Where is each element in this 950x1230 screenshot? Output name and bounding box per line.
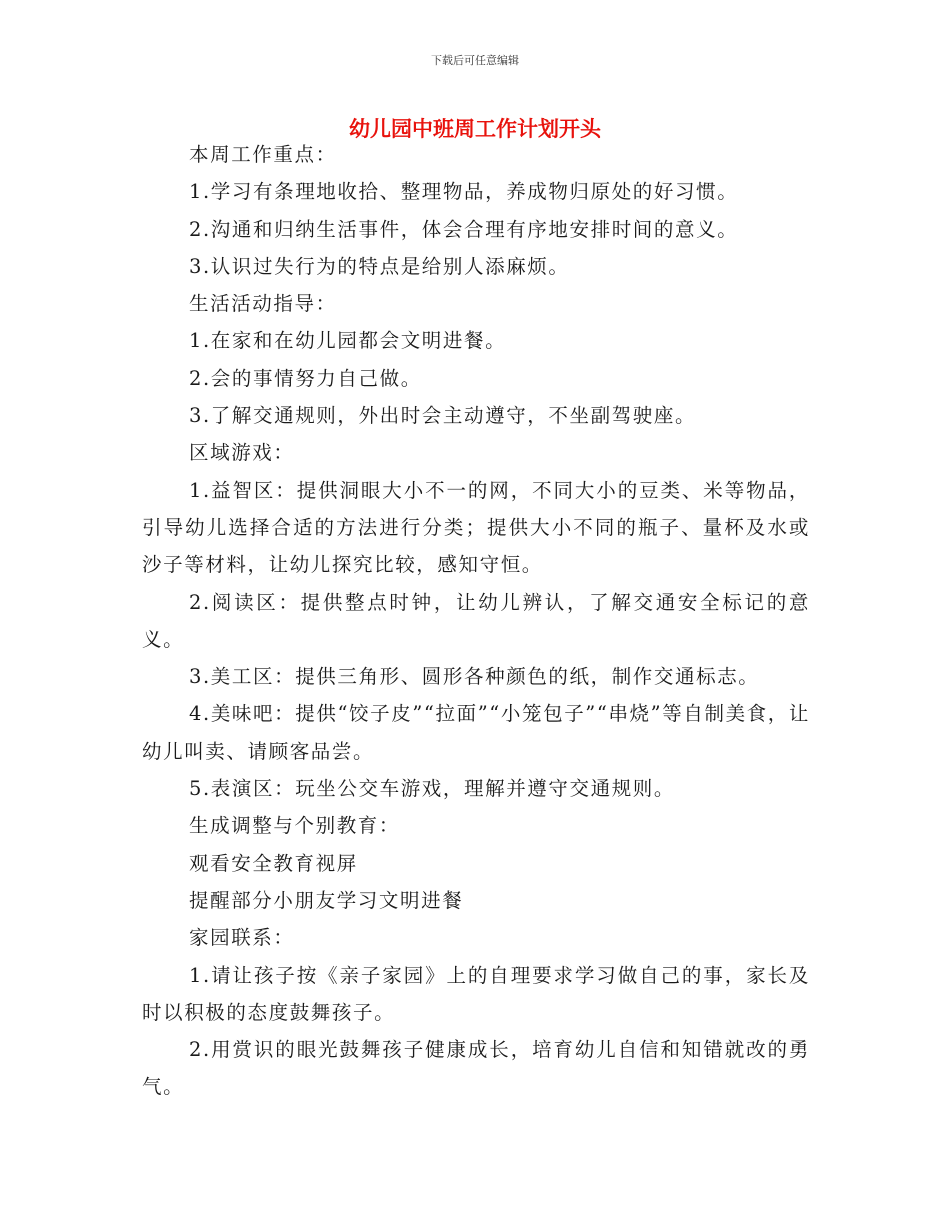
paragraph: 生活活动指导： (189, 292, 337, 316)
paragraph: 2.沟通和归纳生活事件，体会合理有序地安排时间的意义。 (189, 217, 739, 241)
paragraph: 3.认识过失行为的特点是给别人添麻烦。 (189, 254, 570, 278)
header-note: 下载后可任意编辑 (431, 54, 519, 67)
paragraph: 2.会的事情努力自己做。 (189, 366, 422, 390)
paragraph: 观看安全教育视屏 (189, 851, 358, 875)
paragraph: 3.了解交通规则，外出时会主动遵守，不坐副驾驶座。 (189, 404, 697, 428)
paragraph: 5.表演区：玩坐公交车游戏，理解并遵守交通规则。 (189, 777, 676, 801)
paragraph: 1.在家和在幼儿园都会文明进餐。 (189, 329, 507, 353)
paragraph: 1.学习有条理地收拾、整理物品，养成物归原处的好习惯。 (189, 180, 739, 204)
paragraph: 生成调整与个别教育： (189, 814, 401, 838)
document-title: 幼儿园中班周工作计划开头 (349, 117, 601, 141)
paragraph: 3.美工区：提供三角形、圆形各种颜色的纸，制作交通标志。 (189, 665, 760, 689)
paragraph: 家园联系： (189, 926, 295, 950)
paragraph: 区域游戏： (189, 441, 295, 465)
document-body (142, 136, 810, 1106)
paragraph: 提醒部分小朋友学习文明进餐 (189, 888, 464, 912)
paragraph: 2.用赏识的眼光鼓舞孩子健康成长，培育幼儿自信和知错就改的勇气。 (142, 1038, 810, 1099)
paragraph: 本周工作重点： (189, 143, 337, 166)
paragraph: 2.阅读区：提供整点时钟，让幼儿辨认，了解交通安全标记的意义。 (142, 590, 810, 651)
paragraph: 4.美味吧：提供“饺子皮”“拉面”“小笼包子”“串烧”等自制美食，让幼儿叫卖、请顾客品尝。 (142, 702, 810, 763)
paragraph: 1.益智区：提供洞眼大小不一的网，不同大小的豆类、米等物品，引导幼儿选择合适的方法进行分类；提供大小不同的瓶子、量杯及水或沙子等材料，让幼儿探究比较，感知守恒。 (142, 478, 810, 577)
paragraph: 1.请让孩子按《亲子家园》上的自理要求学习做自己的事，家长及时以积极的态度鼓舞孩子。 (142, 963, 810, 1024)
